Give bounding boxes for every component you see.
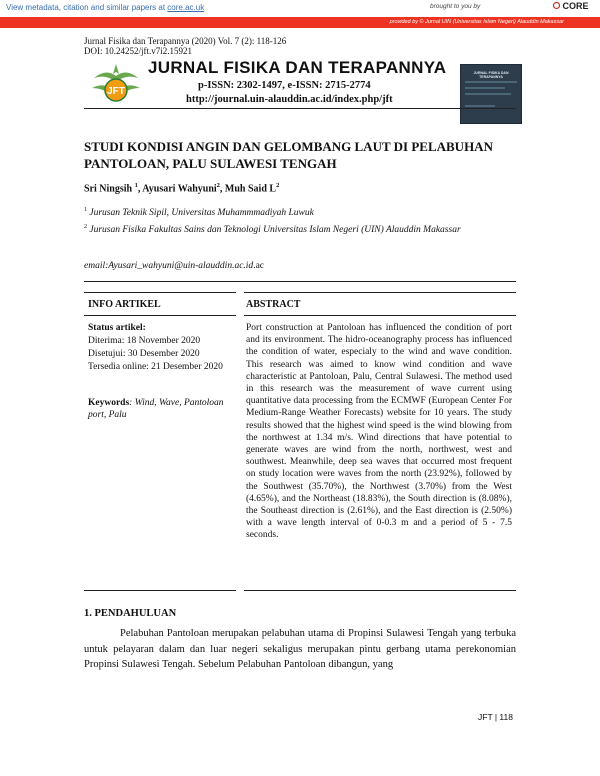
- section-heading: 1. PENDAHULUAN: [84, 608, 177, 619]
- affiliation-text: Jurusan Teknik Sipil, Universitas Muhammmadiyah Luwuk: [87, 208, 314, 219]
- cover-title: JURNAL FISIKA DAN TERAPANNYA: [473, 71, 509, 79]
- author-affiliation-mark: 2: [276, 182, 280, 189]
- author-name: Sri Ningsih: [84, 183, 133, 195]
- info-divider-bottom: [84, 590, 236, 591]
- affiliation: [84, 221, 524, 237]
- core-logo-icon: [553, 1, 560, 10]
- section-paragraph: Pelabuhan Pantoloan merupakan pelabuhan utama di Propinsi Sulawesi Tengah yang terbuka untuk pelayaran dalam dan luar negeri sekaligus merupakan pintu gerbang utama perekonomian Propinsi Sulawesi Tengah. Sebelum Pelabuhan Pantoloan dibangun, yang: [84, 628, 516, 670]
- email-address[interactable]: Ayusari_wahyuni@uin-alauddin.ac.id: [108, 261, 254, 271]
- online-date: Tersedia online: 21 Desember 2020: [88, 362, 223, 372]
- info-divider: [84, 315, 236, 316]
- core-metadata-link[interactable]: [6, 3, 204, 12]
- svg-text:JFT: JFT: [107, 86, 125, 97]
- cover-stripe: [465, 93, 511, 95]
- keywords-value: : Wind, Wave, Pantoloan port, Palu: [88, 398, 224, 420]
- affiliation-mark: 2: [84, 224, 87, 230]
- cover-stripe: [465, 105, 495, 107]
- keywords-label: Keywords: [88, 398, 130, 408]
- author-affiliation-mark: 1: [134, 182, 138, 189]
- abstract-divider: [244, 315, 516, 316]
- author-list: [84, 182, 279, 194]
- abstract-divider-top: [244, 292, 516, 293]
- author-separator: ,: [219, 183, 225, 195]
- issn: p-ISSN: 2302-1497, e-ISSN: 2715-2774: [198, 80, 371, 91]
- core-banner: [0, 0, 600, 28]
- provided-by-text[interactable]: provided by © Jurnal UIN (Universitas Islam Negeri) Alauddin Makassar: [389, 18, 564, 25]
- affiliation-text: Jurusan Fisika Fakultas Sains dan Teknologi Universitas Islam Negeri (UIN) Alauddin Makassar: [87, 225, 461, 236]
- core-link-site[interactable]: core.ac.uk: [167, 3, 205, 12]
- affiliation: [84, 207, 314, 218]
- core-logo[interactable]: [553, 1, 589, 11]
- received-date: Diterima: 18 November 2020: [88, 336, 201, 346]
- author-divider: [84, 281, 516, 282]
- jft-logo-icon: [86, 60, 146, 106]
- email-label: email:: [84, 261, 109, 271]
- journal-citation: Jurnal Fisika dan Terapannya (2020) Vol. 7 (2): 118-126: [84, 36, 287, 46]
- info-divider-top: [84, 292, 236, 293]
- author-name: Muh Said L: [224, 183, 277, 195]
- status-heading: Status artikel:: [88, 323, 146, 333]
- abstract-heading: ABSTRACT: [246, 299, 301, 310]
- doi[interactable]: DOI: 10.24252/jft.v7i2.15921: [84, 46, 192, 56]
- header-divider: [84, 108, 516, 109]
- core-logo-text: CORE: [562, 1, 589, 11]
- author-affiliation-mark: 2: [216, 182, 220, 189]
- email-suffix: .ac: [253, 261, 264, 271]
- journal-url[interactable]: http://journal.uin-alauddin.ac.id/index.php/jft: [186, 94, 393, 105]
- author-separator: ,: [137, 183, 143, 195]
- correspondence-email: [84, 261, 264, 271]
- journal-cover-image: [460, 64, 522, 124]
- affiliation-mark: 1: [84, 207, 87, 213]
- cover-stripe: [465, 81, 517, 83]
- brought-by-text: brought to you by: [430, 3, 481, 10]
- abstract-text: Port construction at Pantoloan has influenced the condition of port and its environment. The hidro-oceanography process has influenced the condition of water, especialy to the wind and wave condition. This research was aimed to know wind condition and wave characteristic at Pantoloan, Palu, Central Sulawesi. The method used in this research was the measurement of wave current using quantitative data processing from the ECMWF (European Center For Medium-Range Weather Forecasts) website for 10 years. The study results showed that the highest wind speed is the wind blowing from the northwest at 1.34 m/s. Wind directions that have potential to generate waves are wind from the north, northwest, west and southwest. Meanwhile, deep sea waves that occurred most frequent on study location were waves from the north (23.92%), followed by the Southwest (35.70%), the Northwest (3.70%) from the West (4.65%), and the Northeast (18.83%), the South direction is (8.08%), the Southeast direction is (2.61%), and the East direction is (2.50%) with a wave length interval of 0-0.3 m and a period of 5 - 7.5 seconds.: [246, 323, 512, 541]
- accepted-date: Disetujui: 30 Desember 2020: [88, 349, 200, 359]
- author-name: Ayusari Wahyuni: [142, 183, 217, 195]
- keywords: [88, 397, 236, 421]
- abstract-divider-bottom: [244, 590, 516, 591]
- info-heading: INFO ARTIKEL: [88, 299, 161, 310]
- paper-title: STUDI KONDISI ANGIN DAN GELOMBANG LAUT DI PELABUHAN PANTOLOAN, PALU SULAWESI TENGAH: [84, 139, 493, 171]
- journal-title: JURNAL FISIKA DAN TERAPANNYA: [148, 58, 447, 77]
- journal-logo: [86, 60, 146, 106]
- cover-stripe: [465, 87, 505, 89]
- core-link-prefix: View metadata, citation and similar papers at: [6, 3, 168, 12]
- page-footer: JFT | 118: [478, 712, 513, 722]
